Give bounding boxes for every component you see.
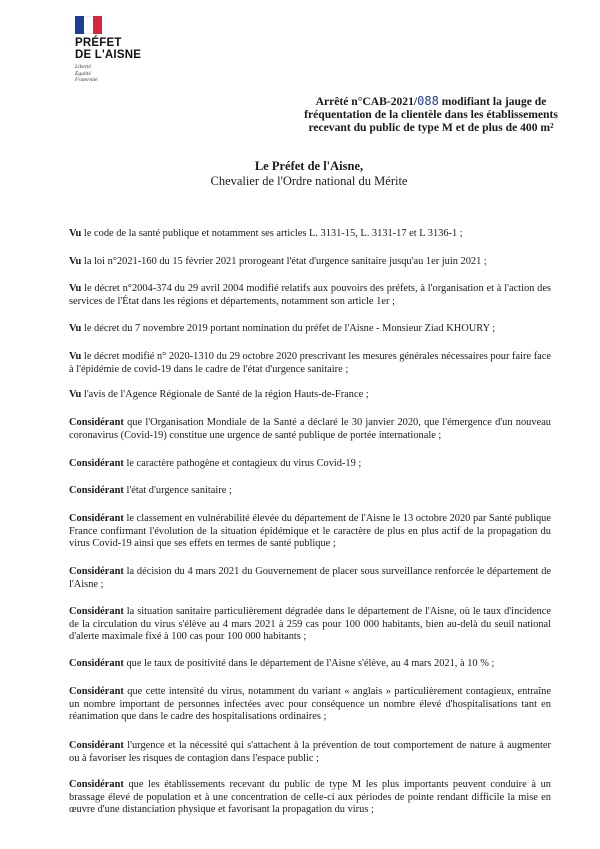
paragraph bbox=[69, 389, 551, 402]
paragraph bbox=[69, 606, 551, 644]
paragraph-keyword: Considérant bbox=[69, 513, 124, 524]
paragraph-keyword: Considérant bbox=[69, 779, 124, 790]
paragraph-keyword: Vu bbox=[69, 256, 82, 267]
motto-line: Égalité bbox=[75, 70, 91, 77]
paragraph-text: le décret du 7 novembre 2019 portant nomination du préfet de l'Aisne - Monsieur Ziad KHOURY ; bbox=[81, 323, 496, 334]
paragraph bbox=[69, 779, 551, 817]
paragraph bbox=[69, 323, 551, 336]
paragraph-text: que le taux de positivité dans le département de l'Aisne s'élève, au 4 mars 2021, à 10 % ; bbox=[123, 658, 495, 669]
prefecture-logo bbox=[75, 16, 195, 84]
paragraph bbox=[69, 256, 551, 269]
paragraph bbox=[69, 485, 551, 498]
paragraph bbox=[69, 566, 551, 591]
paragraph bbox=[69, 458, 551, 471]
prefet-subtitle: Chevalier de l'Ordre national du Mérite bbox=[210, 174, 408, 188]
logo-name-line1: PRÉFET bbox=[75, 37, 122, 49]
paragraph-keyword: Considérant bbox=[69, 686, 124, 697]
paragraph-keyword: Vu bbox=[69, 351, 82, 362]
paragraph bbox=[69, 417, 551, 442]
paragraph-keyword: Vu bbox=[69, 283, 82, 294]
paragraph-keyword: Considérant bbox=[69, 740, 124, 751]
paragraph-keyword: Vu bbox=[69, 323, 82, 334]
paragraph-text: que l'Organisation Mondiale de la Santé a déclaré le 30 janvier 2020, que l'émergence d'un nouveau coronavirus (Covid-19) constitue une urgence de santé publique de portée internationale ; bbox=[69, 417, 551, 441]
paragraph bbox=[69, 351, 551, 376]
paragraph bbox=[69, 228, 551, 241]
paragraph-text: la situation sanitaire particulièrement dégradée dans le département de l'Aisne, où le taux d'incidence de la circulation du virus s'élève au 4 mars 2021 à 259 cas pour 100 000 habitants, bien au-delà du seuil national d'alerte maximale fixé à 100 cas pour 100 000 habitants ; bbox=[69, 606, 551, 643]
prefet-title: Le Préfet de l'Aisne, bbox=[254, 159, 364, 173]
paragraph-keyword: Considérant bbox=[69, 417, 124, 428]
paragraph-text: l'avis de l'Agence Régionale de Santé de la région Hauts-de-France ; bbox=[81, 389, 369, 400]
motto bbox=[75, 64, 195, 84]
arrete-title-line1 bbox=[300, 95, 562, 108]
french-flag-icon bbox=[75, 16, 102, 34]
logo-name-line2: DE L'AISNE bbox=[75, 49, 142, 61]
paragraph bbox=[69, 740, 551, 765]
paragraph-text: l'état d'urgence sanitaire ; bbox=[123, 485, 232, 496]
paragraph-keyword: Considérant bbox=[69, 566, 124, 577]
paragraph-text: le classement en vulnérabilité élevée du département de l'Aisne le 13 octobre 2020 par Santé publique France confirmant l'évolution de la situation épidémique et le caractère de plus en plus actif de la propagation du virus Covid-19 ainsi que ses effets en termes de santé publique ; bbox=[69, 513, 551, 550]
arrete-title bbox=[300, 95, 562, 134]
paragraph-keyword: Vu bbox=[69, 228, 82, 239]
paragraph-keyword: Considérant bbox=[69, 485, 124, 496]
paragraph-text: le caractère pathogène et contagieux du virus Covid-19 ; bbox=[123, 458, 362, 469]
arrete-title-line2: fréquentation de la clientèle dans les établissements bbox=[304, 108, 558, 121]
arrete-number: 088 bbox=[417, 94, 439, 108]
arrete-suffix: modifiant la jauge de bbox=[438, 95, 547, 108]
motto-line: Fraternité bbox=[75, 77, 98, 83]
prefet-heading bbox=[0, 159, 600, 189]
paragraph-text: le décret n°2004-374 du 29 avril 2004 modifié relatifs aux pouvoirs des préfets, à l'organisation et à l'action des services de l'État dans les régions et départements, notamment son article 1er ; bbox=[69, 283, 551, 307]
paragraph-text: que les établissements recevant du public de type M les plus importants peuvent conduire à un brassage élevé de population et à une concentration de celle-ci aux périodes de pointe rendant difficile la mise en œuvre d'une distanciation physique et favorisant la propagation du virus ; bbox=[69, 779, 551, 816]
arrete-prefix: Arrêté n°CAB-2021/ bbox=[315, 95, 418, 108]
paragraph-text: le décret modifié n° 2020-1310 du 29 octobre 2020 prescrivant les mesures générales nécessaires pour faire face à l'épidémie de covid-19 dans le cadre de l'état d'urgence sanitaire ; bbox=[69, 351, 551, 375]
paragraph-text: que cette intensité du virus, notamment du variant « anglais » particulièrement contagieux, entraîne un nombre important de personnes infectées avec pour conséquence un nombre élevé d'hospitalisations tant en réanimation que dans le cadre des hospitalisations ordinaires ; bbox=[69, 686, 551, 723]
paragraph bbox=[69, 686, 551, 724]
paragraph bbox=[69, 658, 551, 671]
paragraph-keyword: Vu bbox=[69, 389, 82, 400]
motto-line: Liberté bbox=[75, 64, 91, 70]
paragraph-text: le code de la santé publique et notamment ses articles L. 3131-15, L. 3131-17 et L 3136-1 ; bbox=[81, 228, 463, 239]
arrete-title-line3: recevant du public de type M et de plus de 400 m² bbox=[308, 121, 554, 134]
paragraph-keyword: Considérant bbox=[69, 458, 124, 469]
paragraph bbox=[69, 513, 551, 551]
paragraph bbox=[69, 283, 551, 308]
paragraph-text: l'urgence et la nécessité qui s'attachent à la prévention de tout comportement de nature à augmenter ou à favoriser les risques de contagion dans l'espace public ; bbox=[69, 740, 551, 764]
paragraph-text: la décision du 4 mars 2021 du Gouvernement de placer sous surveillance renforcée le département de l'Aisne ; bbox=[69, 566, 551, 590]
paragraph-keyword: Considérant bbox=[69, 606, 124, 617]
paragraph-keyword: Considérant bbox=[69, 658, 124, 669]
paragraph-text: la loi n°2021-160 du 15 février 2021 prorogeant l'état d'urgence sanitaire jusqu'au 1er juin 2021 ; bbox=[81, 256, 487, 267]
